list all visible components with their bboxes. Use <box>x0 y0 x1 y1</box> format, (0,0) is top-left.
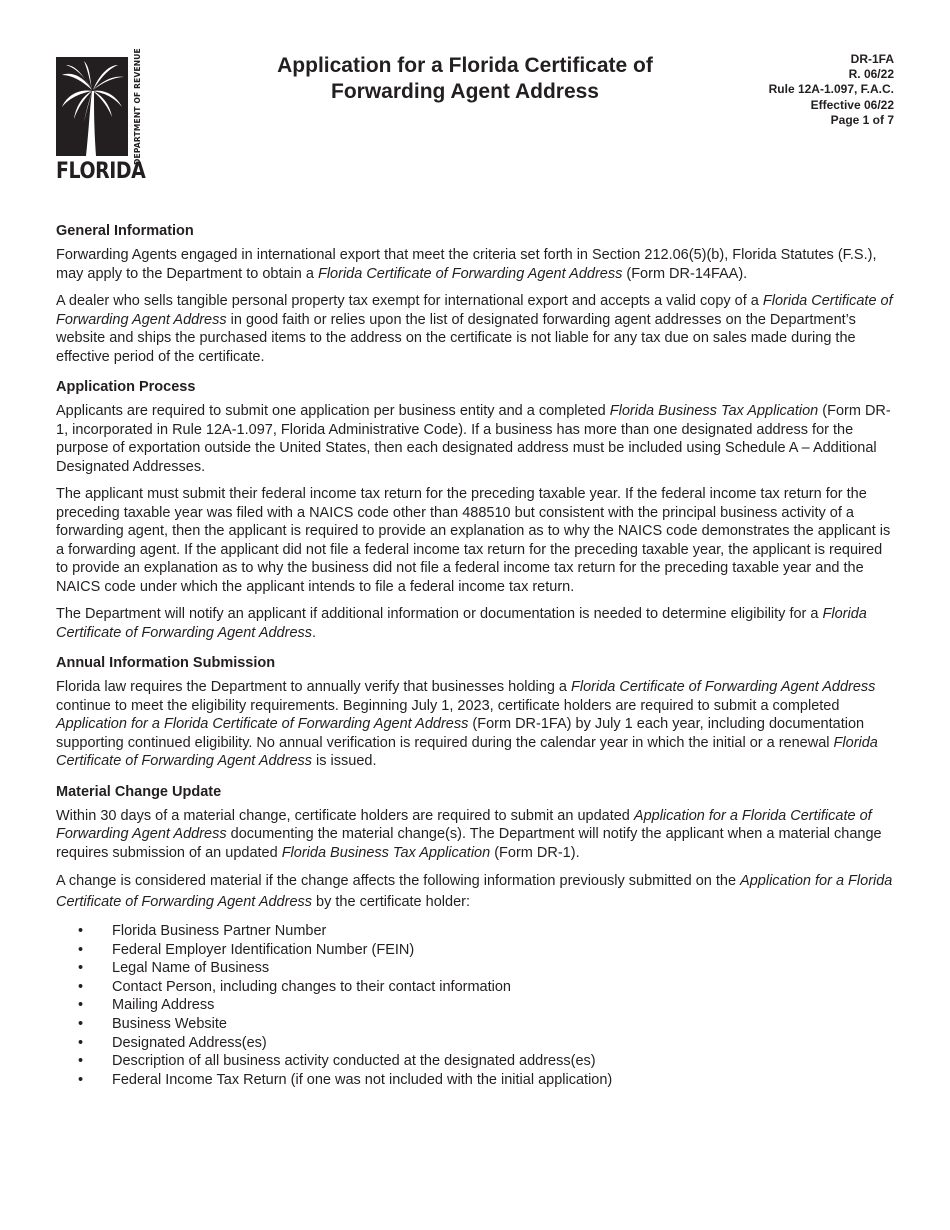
bullet-icon: • <box>78 1034 84 1051</box>
list-item-text: Business Website <box>112 1015 227 1032</box>
list-item <box>56 1034 896 1053</box>
title-line-2: Forwarding Agent Address <box>331 80 599 103</box>
paragraph <box>56 246 896 283</box>
list-item <box>56 1071 896 1090</box>
text: documenting the material change(s). The Department will notify the applicant when a material change requires submission of an updated <box>56 826 882 861</box>
section-material-change-update <box>56 783 896 1090</box>
text: (Form DR-1). <box>490 844 580 861</box>
page-number: Page 1 of 7 <box>830 112 894 127</box>
florida-dor-logo <box>56 48 146 185</box>
text: Florida law requires the Department to annually verify that businesses holding a <box>56 679 572 695</box>
bullet-icon: • <box>78 960 84 977</box>
list-item <box>56 978 896 997</box>
logo-department-text <box>131 48 143 165</box>
title-line-1: Application for a Florida Certificate of <box>277 54 653 77</box>
list-item-text: Federal Employer Identification Number (FEIN) <box>112 941 415 958</box>
list-item-text: Designated Address(es) <box>112 1034 267 1051</box>
list-item <box>56 1015 896 1034</box>
section-annual-information-submission <box>56 654 896 771</box>
text: Forwarding Agents engaged in international export that meet the criteria set forth in Section 212.06(5)(b), Florida Statutes (F.S.), may apply to the Department to obtain a <box>56 247 877 282</box>
document-body <box>56 222 896 1089</box>
form-metadata <box>769 52 894 128</box>
section-general-information <box>56 222 896 366</box>
paragraph <box>56 807 896 863</box>
text: by the certificate holder: <box>312 894 470 910</box>
section-heading: Material Change Update <box>56 783 222 800</box>
section-application-process <box>56 378 896 642</box>
material-change-list <box>56 922 896 1089</box>
list-item-text: Contact Person, including changes to their contact information <box>112 978 511 995</box>
list-item <box>56 941 896 960</box>
text: A dealer who sells tangible personal property tax exempt for international export and accepts a valid copy of a <box>56 293 763 309</box>
form-revision: R. 06/22 <box>848 67 894 82</box>
paragraph: The applicant must submit their federal income tax return for the preceding taxable year. If the federal income tax return for the preceding taxable year was filed with a NAICS code other than 488510 but consistent with the principal business activity of a forwarding agent, then the applicant is required to provide an explanation as to why the NAICS code demonstrates the applicant is a forwarding agent. If the applicant did not file a federal income tax return for the preceding taxable year, the applicant is required to provide an explanation as to why the business did not file a federal income tax return for the preceding taxable year and the NAICS code under which the applicant intends to file a federal income tax return. <box>56 486 891 595</box>
department-of-revenue-label: DEPARTMENT OF REVENUE <box>132 48 142 165</box>
paragraph <box>56 402 896 476</box>
palm-tree-icon <box>56 57 128 156</box>
paragraph <box>56 292 896 366</box>
text: Within 30 days of a material change, certificate holders are required to submit an updated <box>56 807 634 824</box>
text: The Department will notify an applicant if additional information or documentation is needed to determine eligibility for a <box>56 606 823 622</box>
list-item <box>56 1052 896 1071</box>
page-title <box>240 53 690 105</box>
italic-text: Florida Certificate of Forwarding Agent Address <box>571 679 876 695</box>
bullet-icon: • <box>78 923 84 939</box>
text: Applicants are required to submit one application per business entity and a completed <box>56 403 610 419</box>
text: in good faith or relies upon the list of designated forwarding agent addresses on the Department’s website and ships the purchased items to the address on the certificate is not liable for any tax due on sales made during the effective period of the certificate. <box>56 311 856 365</box>
paragraph <box>56 678 896 771</box>
italic-text: Application for a Florida Certificate of Forwarding Agent Address <box>56 807 872 842</box>
italic-text: Florida Certificate of Forwarding Agent Address <box>56 293 893 328</box>
form-rule: Rule 12A-1.097, F.A.C. <box>768 82 894 97</box>
list-item-text: Description of all business activity conducted at the designated address(es) <box>112 1053 596 1070</box>
list-item-text: Mailing Address <box>112 997 215 1014</box>
form-effective-date: Effective 06/22 <box>810 97 894 112</box>
italic-text: Florida Business Tax Application <box>281 844 491 861</box>
bullet-icon: • <box>78 997 84 1014</box>
bullet-icon: • <box>78 1071 84 1088</box>
form-number: DR-1FA <box>850 52 894 66</box>
list-item-text: Legal Name of Business <box>112 960 270 977</box>
text: (Form DR-1FA) by July 1 each year, including documentation supporting continued eligibility. No annual verification is required during the calendar year in which the initial or a renewal <box>56 716 865 751</box>
italic-text: Application for a Florida Certificate of Forwarding Agent Address <box>56 716 469 732</box>
text: A change is considered material if the change affects the following information previously submitted on the <box>56 873 741 889</box>
text: (Form DR-1, incorporated in Rule 12A-1.097, Florida Administrative Code). If a business has more than one designated address for the purpose of exportation outside the United States, then each designated address must be included using Schedule A – Additional Designated Addresses. <box>56 403 891 475</box>
section-heading: General Information <box>56 223 194 239</box>
paragraph <box>56 605 896 642</box>
bullet-icon: • <box>78 978 84 995</box>
italic-text: Florida Certificate of Forwarding Agent Address <box>56 734 878 769</box>
text: . <box>312 624 317 641</box>
italic-text: Application for a Florida Certificate of Forwarding Agent Address <box>56 873 893 910</box>
list-item-text: Federal Income Tax Return (if one was not included with the initial application) <box>112 1071 613 1088</box>
list-item <box>56 996 896 1015</box>
paragraph <box>56 871 896 913</box>
bullet-icon: • <box>78 1053 84 1070</box>
text: continue to meet the eligibility requirements. Beginning July 1, 2023, certificate holders are required to submit a completed <box>56 697 840 714</box>
italic-text: Florida Certificate of Forwarding Agent Address <box>317 265 623 282</box>
text: is issued. <box>312 753 377 769</box>
logo-wordmark: FLORIDA <box>56 159 146 184</box>
list-item-text: Florida Business Partner Number <box>112 923 327 939</box>
section-heading: Application Process <box>56 379 196 395</box>
text: (Form DR-14FAA). <box>622 265 748 282</box>
italic-text: Florida Business Tax Application <box>609 403 819 419</box>
bullet-icon: • <box>78 941 84 958</box>
bullet-icon: • <box>78 1015 84 1032</box>
section-heading: Annual Information Submission <box>56 655 276 671</box>
list-item <box>56 922 896 941</box>
list-item <box>56 959 896 978</box>
italic-text: Florida Certificate of Forwarding Agent Address <box>56 606 867 641</box>
